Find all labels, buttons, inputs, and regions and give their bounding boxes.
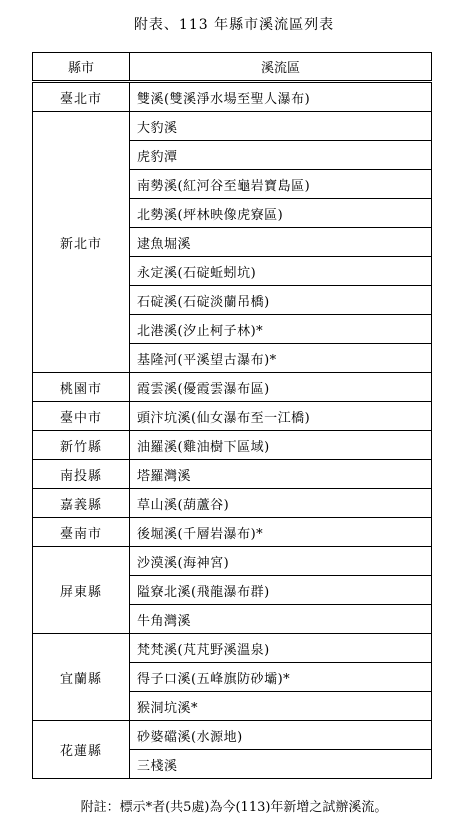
county-cell: 南投縣 — [33, 460, 130, 489]
stream-cell: 梵梵溪(芃芃野溪溫泉) — [130, 634, 432, 663]
stream-cell: 後堀溪(千層岩瀑布)* — [130, 518, 432, 547]
stream-cell: 三棧溪 — [130, 750, 432, 779]
page-title: 附表、113 年縣市溪流區列表 — [133, 17, 335, 33]
county-cell: 臺北市 — [33, 82, 130, 112]
stream-cell: 永定溪(石碇蚯蚓坑) — [130, 257, 432, 286]
table-header — [33, 53, 432, 82]
county-cell: 花蓮縣 — [33, 721, 130, 779]
county-cell: 嘉義縣 — [33, 489, 130, 518]
table-row — [33, 112, 432, 141]
stream-cell: 沙漠溪(海神宮) — [130, 547, 432, 576]
county-cell: 新竹縣 — [33, 431, 130, 460]
stream-cell: 油羅溪(雞油樹下區域) — [130, 431, 432, 460]
table-row — [33, 489, 432, 518]
stream-cell: 塔羅灣溪 — [130, 460, 432, 489]
stream-cell: 猴洞坑溪* — [130, 692, 432, 721]
table-row — [33, 402, 432, 431]
stream-cell: 虎豹潭 — [130, 141, 432, 170]
stream-cell: 北勢溪(坪林映像虎寮區) — [130, 199, 432, 228]
stream-cell: 得子口溪(五峰旗防砂壩)* — [130, 663, 432, 692]
stream-cell: 逮魚堀溪 — [130, 228, 432, 257]
stream-cell: 頭汴坑溪(仙女瀑布至一江橋) — [130, 402, 432, 431]
footnote: 附註：標示*者(共5處)為今(113)年新增之試辦溪流。 — [80, 800, 388, 815]
county-cell: 臺中市 — [33, 402, 130, 431]
stream-cell: 牛角灣溪 — [130, 605, 432, 634]
table-row — [33, 431, 432, 460]
table-row — [33, 460, 432, 489]
stream-cell: 砂婆礑溪(水源地) — [130, 721, 432, 750]
table-body — [33, 82, 432, 779]
stream-cell: 隘寮北溪(飛龍瀑布群) — [130, 576, 432, 605]
stream-cell: 大豹溪 — [130, 112, 432, 141]
table-row — [33, 373, 432, 402]
table-row — [33, 518, 432, 547]
county-cell: 新北市 — [33, 112, 130, 373]
table-row — [33, 547, 432, 576]
table-row — [33, 634, 432, 663]
header-row — [33, 53, 432, 82]
stream-cell: 石碇溪(石碇淡蘭吊橋) — [130, 286, 432, 315]
county-cell: 桃園市 — [33, 373, 130, 402]
county-cell: 臺南市 — [33, 518, 130, 547]
stream-cell: 基隆河(平溪望古瀑布)* — [130, 344, 432, 373]
table-row — [33, 82, 432, 112]
stream-cell: 霞雲溪(優霞雲瀑布區) — [130, 373, 432, 402]
stream-cell: 北港溪(汐止柯子林)* — [130, 315, 432, 344]
county-cell: 屏東縣 — [33, 547, 130, 634]
header-county: 縣市 — [33, 53, 130, 82]
table-row — [33, 721, 432, 750]
header-stream: 溪流區 — [130, 53, 432, 82]
county-cell: 宜蘭縣 — [33, 634, 130, 721]
stream-table — [32, 52, 432, 779]
stream-cell: 草山溪(葫蘆谷) — [130, 489, 432, 518]
stream-cell: 雙溪(雙溪淨水場至聖人瀑布) — [130, 82, 432, 112]
stream-cell: 南勢溪(紅河谷至龜岩寶島區) — [130, 170, 432, 199]
